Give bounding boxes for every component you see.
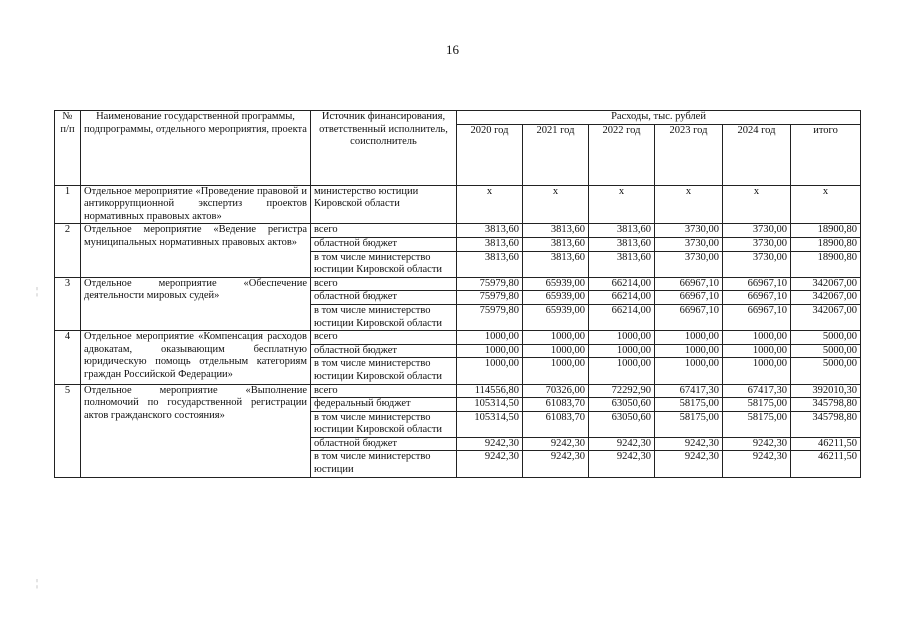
year-value: 75979,80 <box>457 277 523 291</box>
header-year: 2020 год <box>457 124 523 185</box>
table-row <box>55 224 861 238</box>
year-value: 3813,60 <box>523 224 589 238</box>
year-value: 75979,80 <box>457 304 523 330</box>
year-value: 58175,00 <box>655 398 723 412</box>
year-value: 1000,00 <box>523 344 589 358</box>
header-year: 2021 год <box>523 124 589 185</box>
year-value: 3813,60 <box>589 224 655 238</box>
year-value: 3730,00 <box>723 224 791 238</box>
row-number: 5 <box>55 384 81 477</box>
header-year: 2023 год <box>655 124 723 185</box>
year-value: 3813,60 <box>457 224 523 238</box>
year-value: 65939,00 <box>523 291 589 305</box>
total-value: 18900,80 <box>791 224 861 238</box>
year-value: 3730,00 <box>723 251 791 277</box>
year-value: 70326,00 <box>523 384 589 398</box>
year-value: 9242,30 <box>523 451 589 477</box>
year-value: 9242,30 <box>589 451 655 477</box>
measure-name: Отдельное мероприятие «Ведение регистра муниципальных нормативных правовых актов» <box>81 224 311 277</box>
year-value: 1000,00 <box>457 358 523 384</box>
year-value: х <box>723 185 791 224</box>
year-value: 9242,30 <box>723 437 791 451</box>
row-number: 1 <box>55 185 81 224</box>
year-value: х <box>457 185 523 224</box>
year-value: 3730,00 <box>655 251 723 277</box>
total-value: 342067,00 <box>791 304 861 330</box>
year-value: 3730,00 <box>655 224 723 238</box>
year-value: 1000,00 <box>723 331 791 345</box>
year-value: 3730,00 <box>655 237 723 251</box>
header-name: Наименование государственной программы, подпрограммы, отдельного мероприятия, проекта <box>81 111 311 186</box>
margin-mark: ¦ <box>36 578 39 589</box>
header-total: итого <box>791 124 861 185</box>
funding-source: всего <box>311 384 457 398</box>
year-value: 66967,10 <box>723 304 791 330</box>
year-value: х <box>523 185 589 224</box>
year-value: 1000,00 <box>457 331 523 345</box>
year-value: 3813,60 <box>589 251 655 277</box>
funding-source: федеральный бюджет <box>311 398 457 412</box>
year-value: 9242,30 <box>457 437 523 451</box>
funding-source: областной бюджет <box>311 237 457 251</box>
header-row <box>55 111 861 125</box>
measure-name: Отдельное мероприятие «Обеспечение деятельности мировых судей» <box>81 277 311 330</box>
year-value: 1000,00 <box>655 344 723 358</box>
row-number: 2 <box>55 224 81 277</box>
year-value: 9242,30 <box>457 451 523 477</box>
year-value: 63050,60 <box>589 398 655 412</box>
table-row <box>55 277 861 291</box>
header-expenses: Расходы, тыс. рублей <box>457 111 861 125</box>
header-num: № п/п <box>55 111 81 186</box>
year-value: 1000,00 <box>655 331 723 345</box>
year-value: 67417,30 <box>655 384 723 398</box>
year-value: 1000,00 <box>589 331 655 345</box>
year-value: 9242,30 <box>523 437 589 451</box>
year-value: 66967,10 <box>723 277 791 291</box>
funding-source: в том числе министерство юстиции Кировской области <box>311 358 457 384</box>
funding-source: областной бюджет <box>311 437 457 451</box>
year-value: 3730,00 <box>723 237 791 251</box>
year-value: 1000,00 <box>523 358 589 384</box>
year-value: 58175,00 <box>723 411 791 437</box>
total-value: 46211,50 <box>791 451 861 477</box>
year-value: 9242,30 <box>655 451 723 477</box>
year-value: 1000,00 <box>589 358 655 384</box>
total-value: 345798,80 <box>791 398 861 412</box>
year-value: 66967,10 <box>655 304 723 330</box>
year-value: 9242,30 <box>655 437 723 451</box>
year-value: 105314,50 <box>457 411 523 437</box>
header-year: 2024 год <box>723 124 791 185</box>
table-body <box>55 111 861 478</box>
year-value: 75979,80 <box>457 291 523 305</box>
page-number: 16 <box>446 42 459 57</box>
row-number: 3 <box>55 277 81 330</box>
table-row <box>55 185 861 224</box>
total-value: х <box>791 185 861 224</box>
year-value: 3813,60 <box>589 237 655 251</box>
year-value: 66214,00 <box>589 304 655 330</box>
funding-source: в том числе министерство юстиции Кировской области <box>311 304 457 330</box>
year-value: 66214,00 <box>589 277 655 291</box>
measure-name: Отдельное мероприятие «Выполнение полномочий по государственной регистрации актов гражданского состояния» <box>81 384 311 477</box>
table-row <box>55 331 861 345</box>
year-value: 9242,30 <box>589 437 655 451</box>
year-value: 63050,60 <box>589 411 655 437</box>
year-value: 58175,00 <box>655 411 723 437</box>
header-year: 2022 год <box>589 124 655 185</box>
year-value: 105314,50 <box>457 398 523 412</box>
funding-source: в том числе министерство юстиции Кировской области <box>311 251 457 277</box>
row-number: 4 <box>55 331 81 384</box>
year-value: 58175,00 <box>723 398 791 412</box>
header-source: Источник финансирования, ответственный исполнитель, соисполнитель <box>311 111 457 186</box>
funding-source: всего <box>311 224 457 238</box>
year-value: 114556,80 <box>457 384 523 398</box>
year-value: 66967,10 <box>723 291 791 305</box>
total-value: 5000,00 <box>791 331 861 345</box>
measure-name: Отдельное мероприятие «Проведение правовой и антикоррупционной экспертиз проектов нормативных правовых актов» <box>81 185 311 224</box>
year-value: 3813,60 <box>457 251 523 277</box>
year-value: х <box>655 185 723 224</box>
funding-source: министерство юстиции Кировской области <box>311 185 457 224</box>
year-value: 1000,00 <box>723 344 791 358</box>
funding-source: в том числе министерство юстиции <box>311 451 457 477</box>
year-value: 3813,60 <box>523 237 589 251</box>
year-value: х <box>589 185 655 224</box>
year-value: 1000,00 <box>523 331 589 345</box>
year-value: 1000,00 <box>589 344 655 358</box>
margin-mark: ¦ <box>36 286 39 297</box>
table-row <box>55 384 861 398</box>
total-value: 18900,80 <box>791 237 861 251</box>
year-value: 66967,10 <box>655 291 723 305</box>
year-value: 9242,30 <box>723 451 791 477</box>
year-value: 3813,60 <box>457 237 523 251</box>
total-value: 5000,00 <box>791 344 861 358</box>
funding-source: всего <box>311 277 457 291</box>
measure-name: Отдельное мероприятие «Компенсация расходов адвокатам, оказывающим бесплатную юридическую помощь отдельным категориям граждан Российской Федерации» <box>81 331 311 384</box>
total-value: 342067,00 <box>791 291 861 305</box>
year-value: 1000,00 <box>457 344 523 358</box>
total-value: 392010,30 <box>791 384 861 398</box>
year-value: 61083,70 <box>523 398 589 412</box>
year-value: 1000,00 <box>723 358 791 384</box>
funding-source: в том числе министерство юстиции Кировской области <box>311 411 457 437</box>
total-value: 18900,80 <box>791 251 861 277</box>
year-value: 67417,30 <box>723 384 791 398</box>
year-value: 61083,70 <box>523 411 589 437</box>
year-value: 1000,00 <box>655 358 723 384</box>
total-value: 5000,00 <box>791 358 861 384</box>
year-value: 66214,00 <box>589 291 655 305</box>
year-value: 65939,00 <box>523 277 589 291</box>
total-value: 345798,80 <box>791 411 861 437</box>
funding-source: областной бюджет <box>311 291 457 305</box>
funding-source: всего <box>311 331 457 345</box>
total-value: 342067,00 <box>791 277 861 291</box>
funding-source: областной бюджет <box>311 344 457 358</box>
year-value: 65939,00 <box>523 304 589 330</box>
year-value: 66967,10 <box>655 277 723 291</box>
year-value: 3813,60 <box>523 251 589 277</box>
total-value: 46211,50 <box>791 437 861 451</box>
budget-table <box>54 110 861 478</box>
year-value: 72292,90 <box>589 384 655 398</box>
